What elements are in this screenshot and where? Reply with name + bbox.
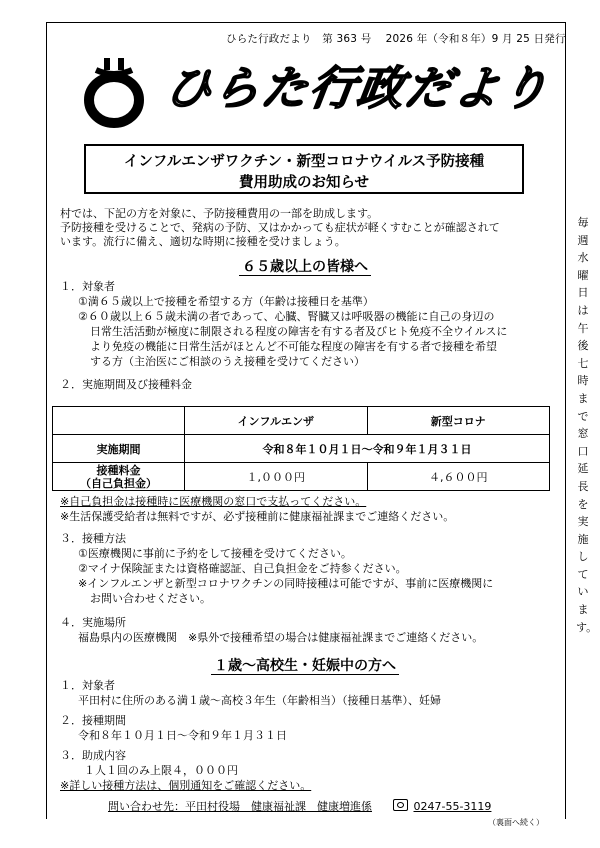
target-2-line-4: する方（主治医にご相談のうえ接種を受けてください） (90, 355, 365, 368)
contact-text: 問い合わせ先：平田村役場 健康福祉課 健康増進係 (108, 800, 372, 813)
target-label: １．対象者 (60, 280, 115, 293)
section-heading-children: １歳～高校生・妊娠中の方へ (56, 655, 554, 675)
continued-note: （裏面へ続く） (488, 818, 544, 827)
contact-phone: 0247-55-3119 (413, 800, 492, 813)
s2-subsidy: １人１回のみ上限４，０００円 (84, 764, 238, 777)
masthead-title: ひらた行政だより (161, 61, 554, 115)
method-label: ３．接種方法 (60, 532, 126, 545)
target-2-line-2: 日常生活活動が極度に制限される程度の障害を有する者及びヒト免疫不全ウイルスに (90, 325, 508, 338)
issue-info: ひらた行政だより 第 363 号 2026 年（令和８年）9 月 25 日発行 (226, 33, 566, 45)
table-fee-covid: ４,６００円 (367, 463, 550, 491)
notice-title-box (84, 144, 524, 194)
fee-label-line-1: 接種料金 (96, 463, 141, 477)
telephone-icon (393, 799, 408, 811)
place-label: ４．実施場所 (60, 616, 126, 629)
contact-info (108, 798, 491, 814)
target-2-line-1: ②６０歳以上６５歳未満の者であって、心臓、腎臓又は呼吸器の機能に自己の身辺の (78, 310, 495, 323)
note-self-pay: ※自己負担金は接種時に医療機関の窓口で支払ってください。 (60, 495, 367, 508)
note-welfare: ※生活保護受給者は無料ですが、必ず接種前に健康福祉課までご連絡ください。 (60, 510, 455, 523)
s2-target-label: １．対象者 (60, 679, 115, 692)
fee-label-line-2: （自己負担金） (80, 476, 157, 490)
table-row-fee-label (53, 463, 185, 491)
notice-subtitle: 費用助成のお知らせ (238, 175, 370, 191)
intro-line-1: 村では、下記の方を対象に、予防接種費用の一部を助成します。 (60, 207, 379, 220)
s2-period: 令和８年１０月１日～令和９年１月３１日 (78, 729, 287, 742)
table-corner-cell (53, 407, 185, 435)
s2-target: 平田村に住所のある満１歳～高校３年生（年齢相当）（接種日基準）、妊婦 (78, 694, 441, 707)
s2-note: ※詳しい接種方法は、個別通知をご確認ください。 (60, 779, 312, 792)
intro-line-3: います。流行に備え、適切な時期に接種を受けましょう。 (60, 235, 346, 248)
s2-period-label: ２．接種期間 (60, 714, 126, 727)
method-2: ②マイナ保険証または資格確認証、自己負担金をご持参ください。 (78, 562, 407, 575)
side-note-vertical: 毎週水曜日は午後七時まで窓口延長を実施しています。 (576, 216, 598, 634)
place-text: 福島県内の医療機関 ※県外で接種希望の場合は健康福祉課までご連絡ください。 (78, 631, 484, 644)
s2-subsidy-label: ３．助成内容 (60, 749, 126, 762)
method-1: ①医療機関に事前に予約をして接種を受けてください。 (78, 547, 352, 560)
target-1: ①満６５歳以上で接種を希望する方（年齢は接種日を基準） (78, 295, 374, 308)
fee-table (52, 406, 550, 491)
period-fee-label: ２．実施期間及び接種料金 (60, 378, 192, 391)
section-heading-seniors: ６５歳以上の皆様へ (56, 256, 554, 276)
table-header-covid: 新型コロナ (367, 407, 550, 435)
notice-title: インフルエンザワクチン・新型コロナウイルス予防接種 (123, 154, 485, 170)
table-row-period-label: 実施期間 (53, 435, 185, 463)
table-fee-flu: １,０００円 (185, 463, 367, 491)
table-header-flu: インフルエンザ (185, 407, 367, 435)
table-row-period-value: 令和８年１０月１日～令和９年１月３１日 (185, 435, 550, 463)
target-2-line-3: より免疫の機能に日常生活がほとんど不可能な程度の障害を有する者で接種を希望 (90, 340, 497, 353)
village-emblem-logo (82, 56, 146, 128)
method-3-line-2: お問い合わせください。 (90, 592, 211, 605)
intro-line-2: 予防接種を受けることで、発病の予防、又はかかっても症状が軽くすむことが確認されて (60, 221, 500, 234)
method-3-line-1: ※インフルエンザと新型コロナワクチンの同時接種は可能ですが、事前に医療機関に (78, 577, 494, 590)
